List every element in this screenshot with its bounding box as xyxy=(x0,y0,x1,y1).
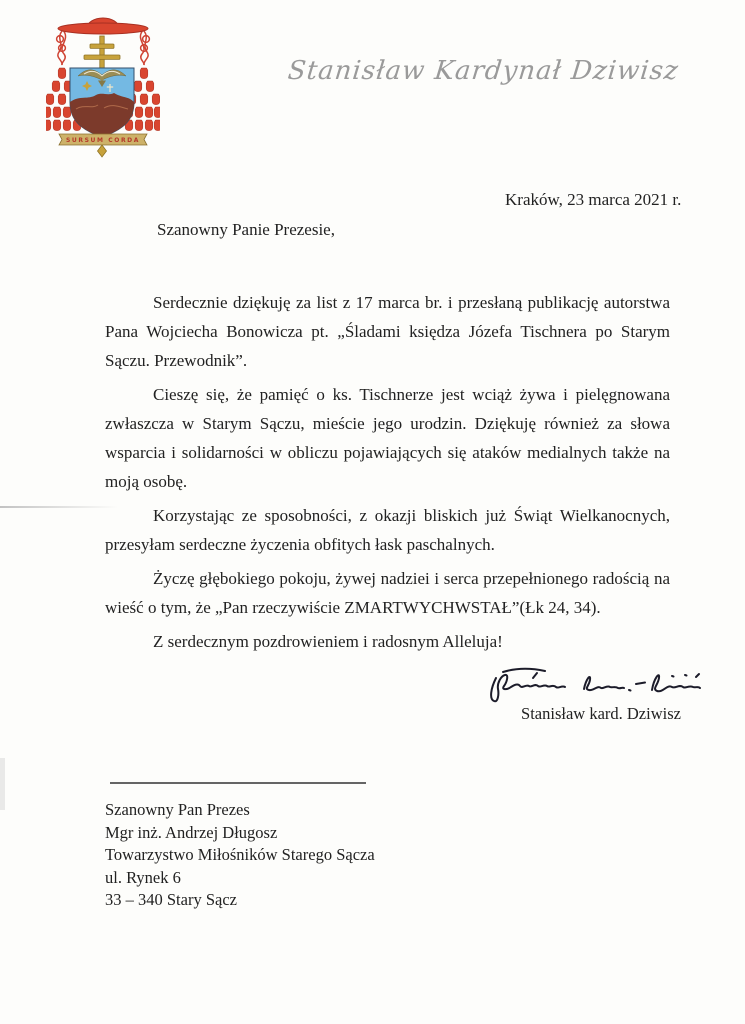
recipient-address xyxy=(105,799,375,912)
motto-text: SURSUM CORDA xyxy=(65,137,141,144)
handwritten-signature xyxy=(486,656,716,708)
letterhead-name: Stanisław Kardynał Dziwisz xyxy=(286,56,681,86)
paragraph-2: Cieszę się, że pamięć o ks. Tischnerze jest wciąż żywa i pielęgnowana zwłaszcza w Starym Sączu, mieście jego urodzin. Dziękuję również za słowa wsparcia i solidarności w obliczu pojawiających się ataków medialnych także na moją osobę. xyxy=(105,385,670,491)
cross-foot xyxy=(98,145,107,157)
recipient-line: Mgr inż. Andrzej Długosz xyxy=(105,822,278,842)
paragraph-4: Życzę głębokiego pokoju, żywej nadziei i serca przepełnionego radością na wieść o tym, że „Pan rzeczywiście ZMARTWYCHWSTAŁ”(Łk 24, 34). xyxy=(105,569,670,617)
date-line: Kraków, 23 marca 2021 r. xyxy=(505,190,682,209)
paragraph-1: Serdecznie dziękuję za list z 17 marca br. i przesłaną publikację autorstwa Pana Wojciecha Bonowicza pt. „Śladami księdza Józefa Tischnera po Starym Sączu. Przewodnik”. xyxy=(105,293,670,370)
recipient-line: ul. Rynek 6 xyxy=(105,867,181,887)
closing-line: Z serdecznym pozdrowieniem i radosnym Alleluja! xyxy=(153,632,503,651)
cardinal-coat-of-arms xyxy=(46,12,160,162)
paragraph-3: Korzystając ze sposobności, z okazji bliskich już Świąt Wielkanocnych, przesyłam serdeczne życzenia obfitych łask paschalnych. xyxy=(105,506,670,554)
recipient-line: 33 – 340 Stary Sącz xyxy=(105,890,237,909)
recipient-line: Towarzystwo Miłośników Starego Sącza xyxy=(105,845,375,864)
signature-printed-name: Stanisław kard. Dziwisz xyxy=(521,704,681,723)
letter-body xyxy=(105,288,670,661)
scan-artifact-smudge xyxy=(0,758,5,810)
address-divider-line xyxy=(110,782,366,784)
motto-banner xyxy=(59,134,147,145)
galero-hat-icon xyxy=(58,18,148,34)
scan-artifact-line xyxy=(0,506,118,508)
recipient-line: Szanowny Pan Prezes xyxy=(105,800,250,819)
salutation: Szanowny Panie Prezesie, xyxy=(157,220,335,239)
